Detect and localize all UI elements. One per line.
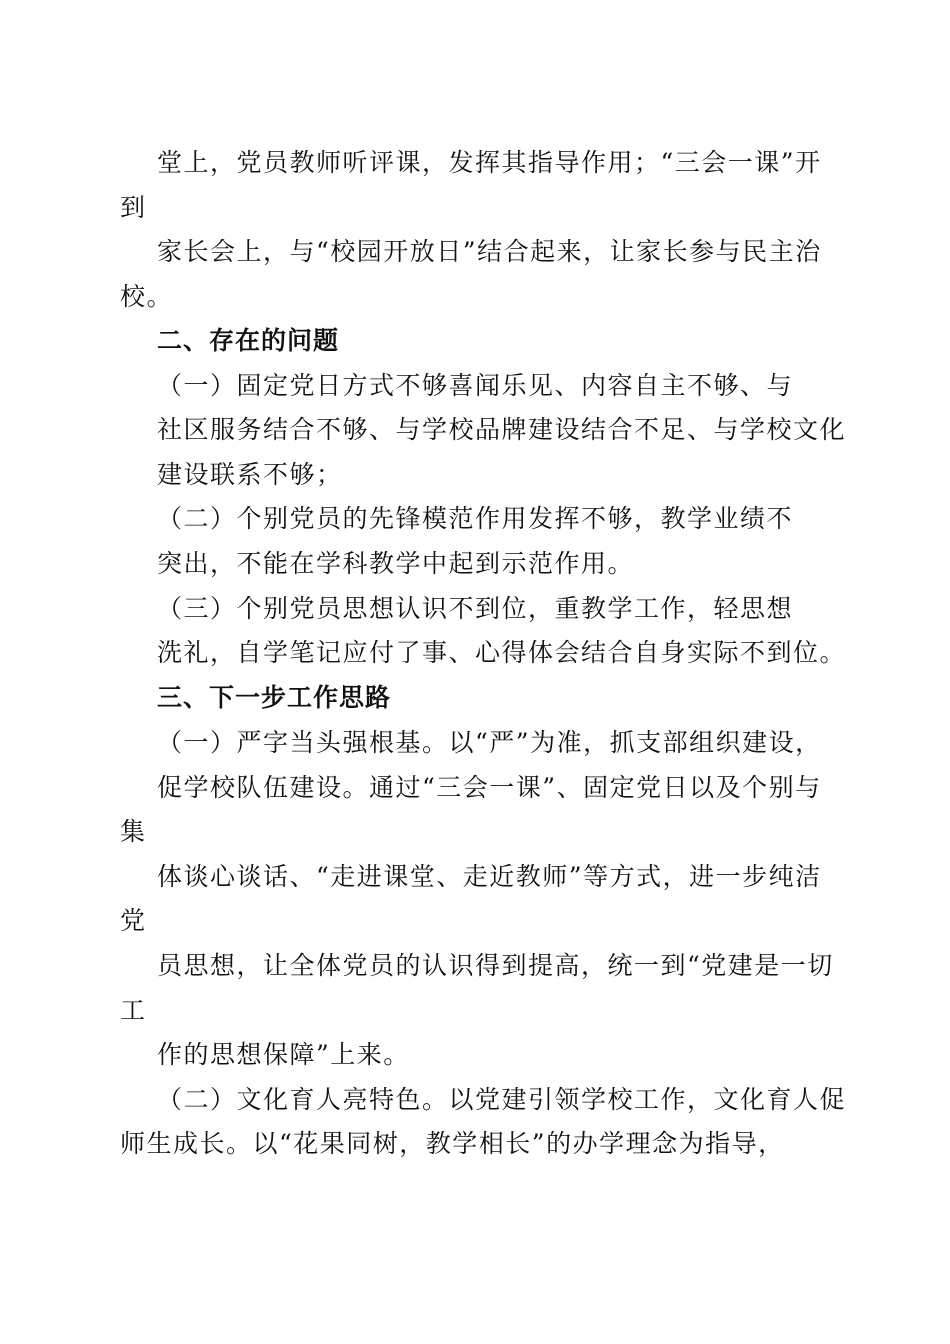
- body-text-line: 家长会上，与“校园开放日”结合起来，让家长参与民主治: [157, 237, 822, 266]
- body-text-line: （三）个别党员思想认识不到位，重教学工作，轻思想: [157, 594, 794, 623]
- body-text-line: 师生成长。以“花果同树，教学相长”的办学理念为指导，: [120, 1129, 785, 1158]
- body-text-line: 作的思想保障”上来。: [157, 1040, 410, 1069]
- section-heading: 二、存在的问题: [157, 326, 340, 355]
- body-text-line: 促学校队伍建设。通过“三会一课”、固定党日以及个别与: [157, 773, 822, 802]
- body-text-line: （二）个别党员的先锋模范作用发挥不够，教学业绩不: [157, 504, 794, 533]
- body-text-line: 建设联系不够；: [157, 460, 343, 489]
- body-text-line: 到: [120, 193, 147, 222]
- body-text-line: 洗礼，自学笔记应付了事、心得体会结合自身实际不到位。: [157, 638, 847, 667]
- body-text-line: （二）文化育人亮特色。以党建引领学校工作，文化育人促: [157, 1085, 847, 1114]
- body-text-line: 堂上，党员教师听评课，发挥其指导作用；“三会一课”开: [157, 148, 822, 177]
- body-text-line: 突出，不能在学科教学中起到示范作用。: [157, 549, 635, 578]
- body-text-line: 体谈心谈话、“走进课堂、走近教师”等方式，进一步纯洁: [157, 862, 822, 891]
- body-text-line: 员思想，让全体党员的认识得到提高，统一到“党建是一切: [157, 951, 834, 980]
- body-text-line: 党: [120, 906, 147, 935]
- body-text-line: 校。: [120, 282, 174, 311]
- body-text-line: 工: [120, 996, 147, 1025]
- body-text-line: （一）固定党日方式不够喜闻乐见、内容自主不够、与: [157, 371, 794, 400]
- body-text-line: 集: [120, 817, 147, 846]
- section-heading: 三、下一步工作思路: [157, 683, 392, 712]
- body-text-line: 社区服务结合不够、与学校品牌建设结合不足、与学校文化: [157, 415, 847, 444]
- body-text-line: （一）严字当头强根基。以“严”为准，抓支部组织建设，: [157, 728, 822, 757]
